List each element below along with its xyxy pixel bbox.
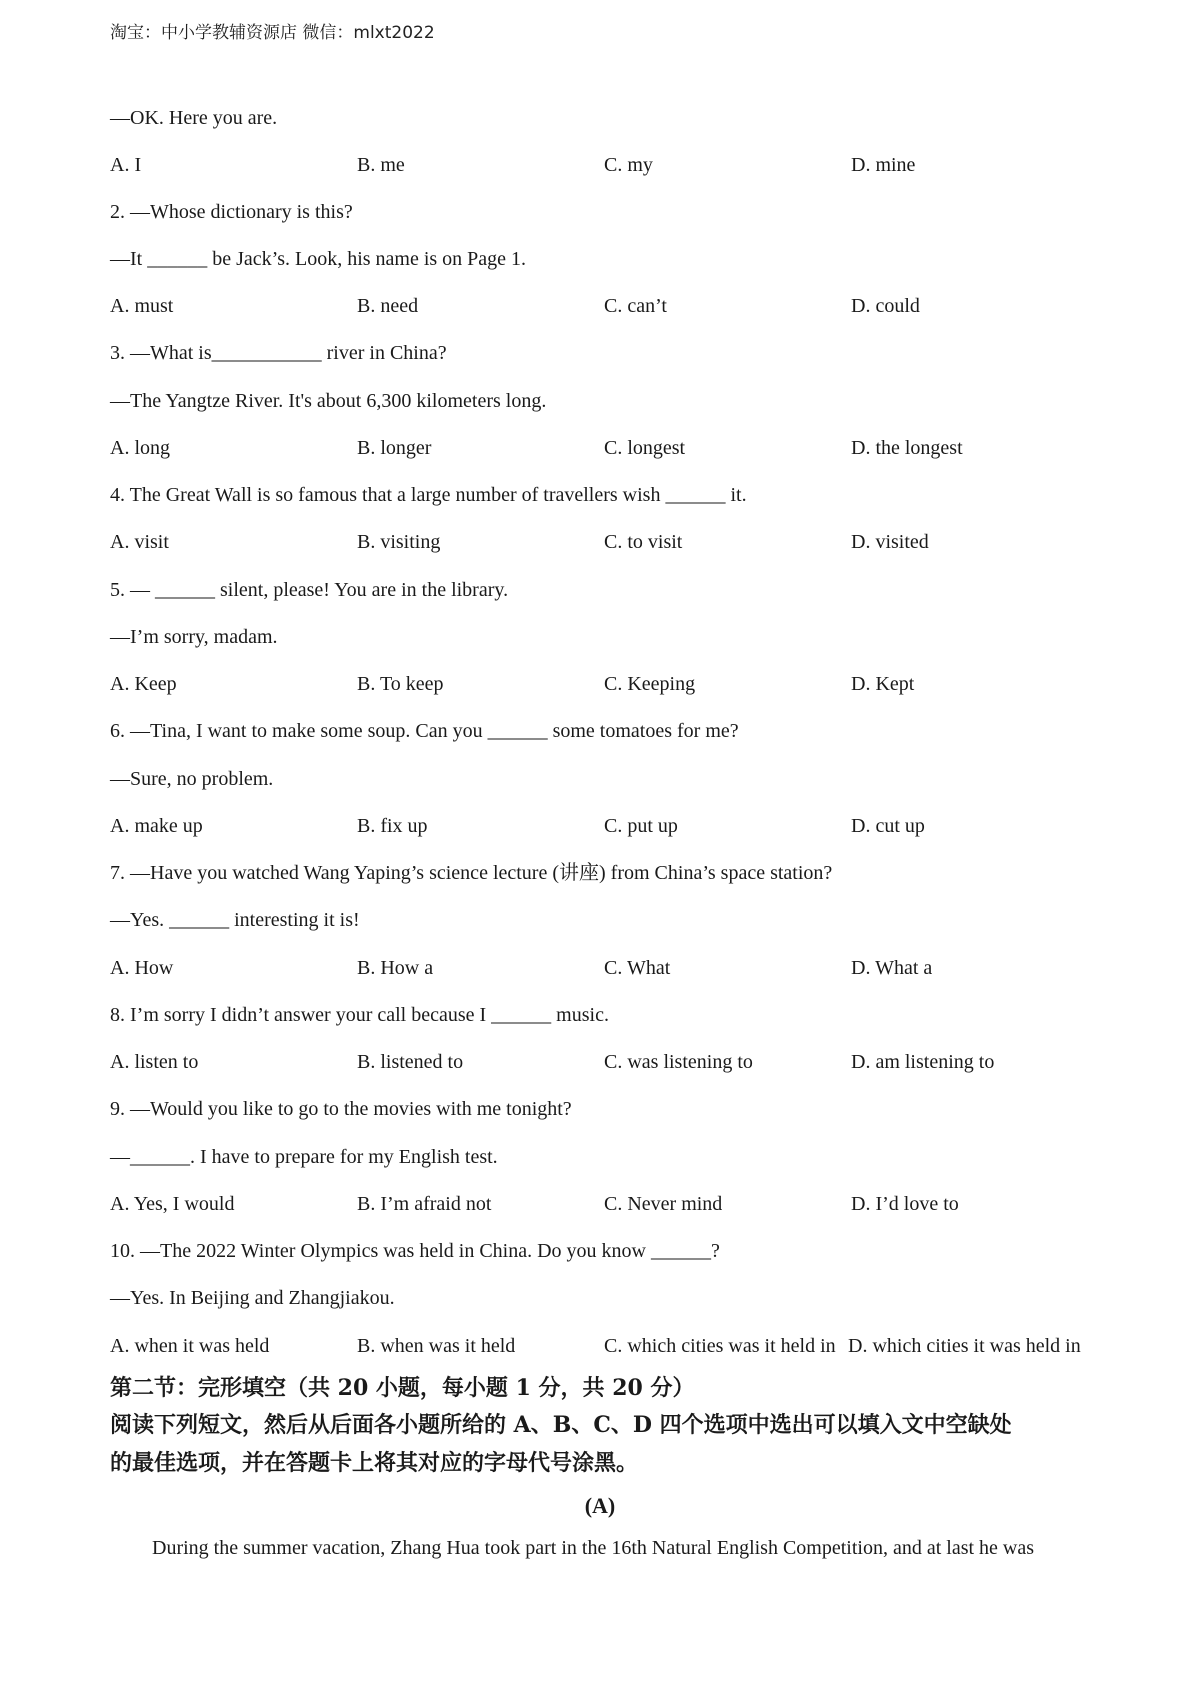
q7-reply: —Yes. ______ interesting it is! xyxy=(110,909,360,931)
q10-option-d: D. which cities it was held in xyxy=(848,1335,1081,1357)
page-header: 淘宝：中小学教辅资源店 微信：mlxt2022 xyxy=(110,23,435,43)
q4-stem: 4. The Great Wall is so famous that a large number of travellers wish ______ it. xyxy=(110,484,747,506)
q5-stem: 5. — ______ silent, please! You are in the library. xyxy=(110,579,509,601)
q8-option-a: A. listen to xyxy=(110,1051,199,1073)
q2-option-b: B. need xyxy=(357,295,419,317)
q5-option-a: A. Keep xyxy=(110,673,177,695)
q3-reply: —The Yangtze River. It's about 6,300 kilometers long. xyxy=(110,390,547,412)
q1-option-a: A. I xyxy=(110,154,142,176)
q9-option-c: C. Never mind xyxy=(604,1193,723,1215)
q6-stem: 6. —Tina, I want to make some soup. Can you ______ some tomatoes for me? xyxy=(110,720,739,742)
q10-reply: —Yes. In Beijing and Zhangjiakou. xyxy=(110,1287,395,1309)
q2-options xyxy=(110,294,1110,318)
q10-option-c: C. which cities was it held in xyxy=(604,1335,836,1357)
q5-reply: —I’m sorry, madam. xyxy=(110,626,278,648)
q1-options xyxy=(110,153,1110,177)
q10-stem: 10. —The 2022 Winter Olympics was held in China. Do you know ______? xyxy=(110,1240,720,1262)
q2-option-d: D. could xyxy=(851,295,920,317)
q3-stem: 3. —What is___________ river in China? xyxy=(110,342,447,364)
q9-reply: —______. I have to prepare for my English test. xyxy=(110,1146,498,1168)
q4-option-b: B. visiting xyxy=(357,531,441,553)
q1-reply: —OK. Here you are. xyxy=(110,107,278,129)
passage-title: (A) xyxy=(584,1493,616,1518)
q7-option-c: C. What xyxy=(604,957,671,979)
q1-option-c: C. my xyxy=(604,154,653,176)
q8-options xyxy=(110,1050,1110,1074)
section2-instruction-line1: 阅读下列短文，然后从后面各小题所给的 A、B、C、D 四个选项中选出可以填入文中空缺处 xyxy=(110,1412,1012,1438)
q3-option-b: B. longer xyxy=(357,437,432,459)
q6-option-b: B. fix up xyxy=(357,815,428,837)
q6-option-a: A. make up xyxy=(110,815,203,837)
q9-option-d: D. I’d love to xyxy=(851,1193,959,1215)
q7-option-a: A. How xyxy=(110,957,174,979)
q7-options xyxy=(110,956,1110,980)
q2-stem: 2. —Whose dictionary is this? xyxy=(110,201,353,223)
q2-reply: —It ______ be Jack’s. Look, his name is on Page 1. xyxy=(110,248,527,270)
q2-option-c: C. can’t xyxy=(604,295,667,317)
q1-option-b: B. me xyxy=(357,154,405,176)
q1-option-d: D. mine xyxy=(851,154,916,176)
q4-options xyxy=(110,530,1110,554)
q10-option-a: A. when it was held xyxy=(110,1335,270,1357)
q7-stem: 7. —Have you watched Wang Yaping’s science lecture (讲座) from China’s space station? xyxy=(110,862,833,884)
section2-title: 第二节：完形填空（共 20 小题，每小题 1 分，共 20 分） xyxy=(110,1375,695,1401)
q5-option-c: C. Keeping xyxy=(604,673,696,695)
q6-options xyxy=(110,814,1110,838)
q3-option-d: D. the longest xyxy=(851,437,963,459)
q3-options xyxy=(110,436,1110,460)
q8-option-d: D. am listening to xyxy=(851,1051,995,1073)
q6-option-d: D. cut up xyxy=(851,815,925,837)
q6-option-c: C. put up xyxy=(604,815,678,837)
q7-option-b: B. How a xyxy=(357,957,434,979)
q4-option-c: C. to visit xyxy=(604,531,683,553)
q9-options xyxy=(110,1192,1110,1216)
q3-option-c: C. longest xyxy=(604,437,686,459)
passage-first-line: During the summer vacation, Zhang Hua took part in the 16th Natural English Competition, and at last he was xyxy=(152,1537,1035,1559)
q9-option-a: A. Yes, I would xyxy=(110,1193,235,1215)
q3-option-a: A. long xyxy=(110,437,170,459)
q8-option-c: C. was listening to xyxy=(604,1051,753,1073)
q5-options xyxy=(110,672,1110,696)
q8-stem: 8. I’m sorry I didn’t answer your call because I ______ music. xyxy=(110,1004,609,1026)
q9-option-b: B. I’m afraid not xyxy=(357,1193,492,1215)
q8-option-b: B. listened to xyxy=(357,1051,464,1073)
section2-instruction-line2: 的最佳选项，并在答题卡上将其对应的字母代号涂黑。 xyxy=(110,1450,639,1476)
q4-option-a: A. visit xyxy=(110,531,169,553)
q10-option-b: B. when was it held xyxy=(357,1335,516,1357)
q4-option-d: D. visited xyxy=(851,531,929,553)
q10-options xyxy=(110,1334,1110,1358)
q7-option-d: D. What a xyxy=(851,957,933,979)
q6-reply: —Sure, no problem. xyxy=(110,768,274,790)
q2-option-a: A. must xyxy=(110,295,174,317)
q5-option-b: B. To keep xyxy=(357,673,444,695)
q9-stem: 9. —Would you like to go to the movies with me tonight? xyxy=(110,1098,572,1120)
q5-option-d: D. Kept xyxy=(851,673,915,695)
